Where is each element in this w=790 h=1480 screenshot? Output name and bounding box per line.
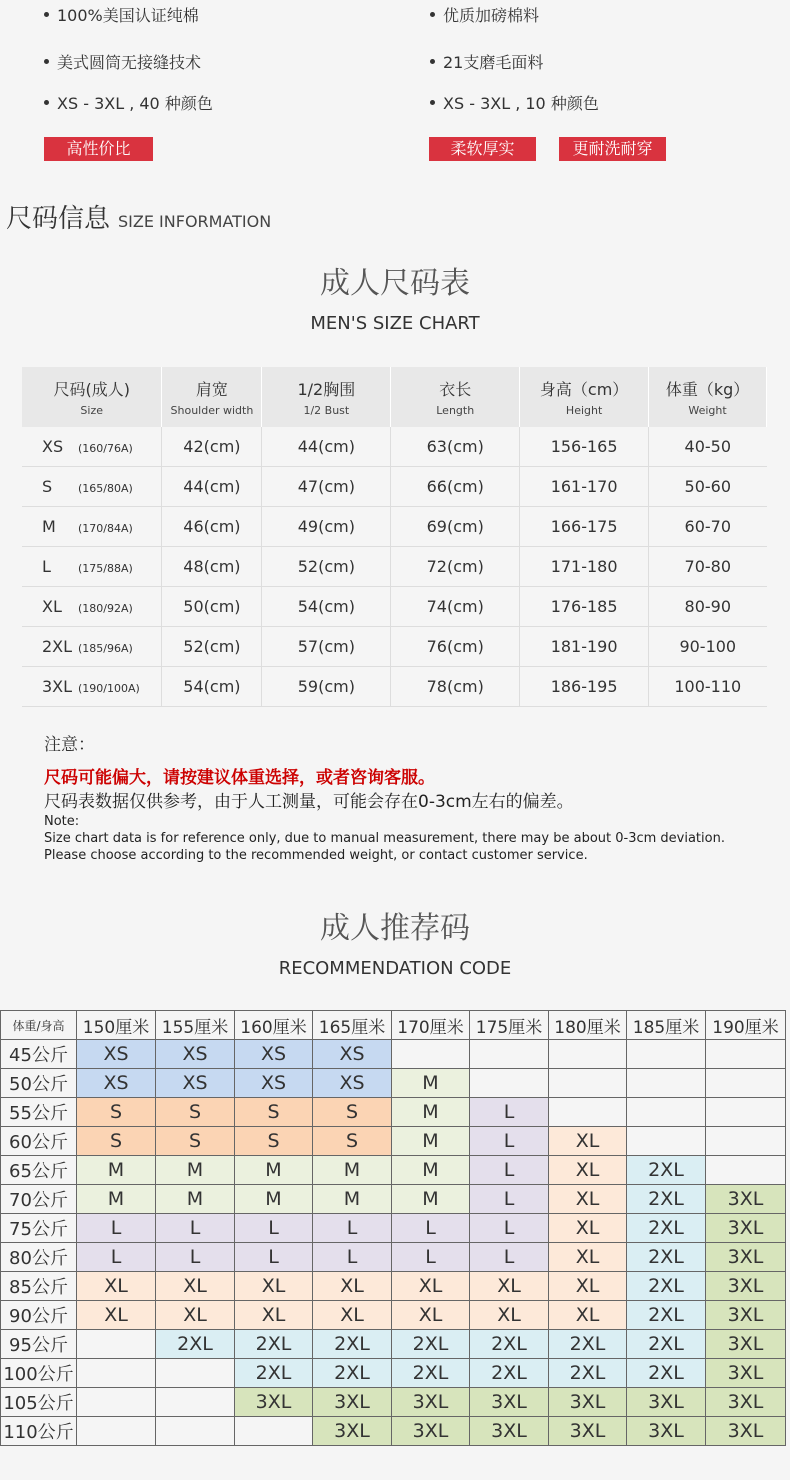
size-label: XL bbox=[42, 597, 62, 616]
recommendation-row bbox=[1, 1185, 786, 1214]
weight-label: 50公斤 bbox=[1, 1069, 77, 1098]
recommended-size-cell: 2XL bbox=[392, 1359, 470, 1388]
feature-text: 优质加磅棉料 bbox=[443, 6, 540, 25]
recommended-size-cell: 2XL bbox=[470, 1330, 549, 1359]
size-length-cell: 76(cm) bbox=[391, 627, 520, 667]
recommended-size-cell: 2XL bbox=[627, 1272, 706, 1301]
size-length-cell: 78(cm) bbox=[391, 667, 520, 707]
recommended-size-cell: XS bbox=[77, 1040, 156, 1069]
height-header: 150厘米 bbox=[77, 1011, 156, 1040]
recommended-size-cell bbox=[549, 1040, 627, 1069]
recommended-size-cell bbox=[156, 1359, 235, 1388]
recommended-size-cell: 3XL bbox=[313, 1417, 392, 1446]
note-en-block bbox=[44, 813, 725, 864]
recommended-size-cell: L bbox=[392, 1214, 470, 1243]
header-length: 衣长 Length bbox=[391, 367, 520, 427]
size-chart-title-cn: 成人尺码表 bbox=[320, 266, 470, 301]
recommended-size-cell: L bbox=[470, 1098, 549, 1127]
height-header: 155厘米 bbox=[156, 1011, 235, 1040]
size-length-cell: 72(cm) bbox=[391, 547, 520, 587]
recommended-size-cell: M bbox=[156, 1185, 235, 1214]
feature-right-1 bbox=[430, 3, 539, 26]
recommendation-row bbox=[1, 1214, 786, 1243]
size-chart-row bbox=[22, 587, 767, 627]
size-code: (180/92A) bbox=[78, 602, 133, 615]
recommended-size-cell: XL bbox=[77, 1301, 156, 1330]
recommended-size-cell: 3XL bbox=[392, 1388, 470, 1417]
height-header: 160厘米 bbox=[235, 1011, 313, 1040]
size-weight-cell: 50-60 bbox=[649, 467, 767, 507]
recommendation-row bbox=[1, 1156, 786, 1185]
size-label: L bbox=[42, 557, 51, 576]
recommended-size-cell bbox=[549, 1098, 627, 1127]
height-header: 180厘米 bbox=[549, 1011, 627, 1040]
height-header: 170厘米 bbox=[392, 1011, 470, 1040]
recommended-size-cell: L bbox=[470, 1243, 549, 1272]
recommended-size-cell: 3XL bbox=[706, 1185, 786, 1214]
recommended-size-cell: 3XL bbox=[549, 1417, 627, 1446]
recommended-size-cell: XL bbox=[549, 1214, 627, 1243]
recommendation-row bbox=[1, 1301, 786, 1330]
recommended-size-cell: XL bbox=[549, 1127, 627, 1156]
recommendation-title-en: RECOMMENDATION CODE bbox=[278, 958, 512, 979]
recommended-size-cell: XS bbox=[156, 1040, 235, 1069]
recommended-size-cell: 2XL bbox=[470, 1359, 549, 1388]
recommended-size-cell: 2XL bbox=[627, 1156, 706, 1185]
height-header: 165厘米 bbox=[313, 1011, 392, 1040]
recommended-size-cell: 2XL bbox=[627, 1185, 706, 1214]
size-height-cell: 181-190 bbox=[520, 627, 649, 667]
recommended-size-cell: M bbox=[392, 1185, 470, 1214]
recommendation-row bbox=[1, 1127, 786, 1156]
recommended-size-cell: S bbox=[156, 1127, 235, 1156]
recommended-size-cell: XS bbox=[156, 1069, 235, 1098]
recommended-size-cell bbox=[627, 1127, 706, 1156]
size-cell bbox=[22, 587, 162, 627]
recommendation-title-cn: 成人推荐码 bbox=[320, 911, 470, 946]
recommended-size-cell: S bbox=[235, 1127, 313, 1156]
note-disclaimer: 尺码表数据仅供参考，由于人工测量，可能会存在0-3cm左右的偏差。 bbox=[44, 792, 574, 812]
recommended-size-cell: 3XL bbox=[706, 1301, 786, 1330]
size-shoulder-cell: 44(cm) bbox=[162, 467, 262, 507]
feature-text: 美式圆筒无接缝技术 bbox=[57, 53, 202, 72]
size-shoulder-cell: 50(cm) bbox=[162, 587, 262, 627]
recommended-size-cell: M bbox=[392, 1156, 470, 1185]
size-bust-cell: 52(cm) bbox=[262, 547, 391, 587]
recommendation-row bbox=[1, 1243, 786, 1272]
recommended-size-cell bbox=[627, 1098, 706, 1127]
recommended-size-cell: L bbox=[470, 1127, 549, 1156]
size-bust-cell: 47(cm) bbox=[262, 467, 391, 507]
recommended-size-cell: L bbox=[313, 1214, 392, 1243]
recommended-size-cell bbox=[706, 1098, 786, 1127]
recommended-size-cell bbox=[706, 1040, 786, 1069]
recommended-size-cell bbox=[235, 1417, 313, 1446]
size-height-cell: 166-175 bbox=[520, 507, 649, 547]
recommended-size-cell: XL bbox=[235, 1301, 313, 1330]
size-shoulder-cell: 46(cm) bbox=[162, 507, 262, 547]
recommended-size-cell: M bbox=[156, 1156, 235, 1185]
recommended-size-cell: 2XL bbox=[313, 1359, 392, 1388]
feature-right-3 bbox=[430, 91, 599, 114]
weight-label: 60公斤 bbox=[1, 1127, 77, 1156]
recommended-size-cell bbox=[549, 1069, 627, 1098]
size-chart-table bbox=[22, 367, 767, 707]
size-weight-cell: 60-70 bbox=[649, 507, 767, 547]
recommended-size-cell: XL bbox=[313, 1272, 392, 1301]
size-chart-row bbox=[22, 667, 767, 707]
recommended-size-cell bbox=[156, 1388, 235, 1417]
recommended-size-cell: S bbox=[313, 1127, 392, 1156]
weight-label: 75公斤 bbox=[1, 1214, 77, 1243]
recommended-size-cell: XL bbox=[156, 1272, 235, 1301]
size-code: (175/88A) bbox=[78, 562, 133, 575]
recommended-size-cell: M bbox=[77, 1156, 156, 1185]
size-chart-header-row bbox=[22, 367, 767, 427]
recommended-size-cell bbox=[392, 1040, 470, 1069]
size-bust-cell: 44(cm) bbox=[262, 427, 391, 467]
size-weight-cell: 80-90 bbox=[649, 587, 767, 627]
weight-label: 45公斤 bbox=[1, 1040, 77, 1069]
size-bust-cell: 57(cm) bbox=[262, 627, 391, 667]
recommended-size-cell: 2XL bbox=[549, 1359, 627, 1388]
recommended-size-cell: 2XL bbox=[313, 1330, 392, 1359]
recommended-size-cell bbox=[77, 1359, 156, 1388]
recommended-size-cell: S bbox=[156, 1098, 235, 1127]
recommendation-row bbox=[1, 1069, 786, 1098]
size-length-cell: 63(cm) bbox=[391, 427, 520, 467]
recommended-size-cell: 2XL bbox=[627, 1330, 706, 1359]
corner-label: 体重/身高 bbox=[1, 1011, 77, 1040]
recommended-size-cell: XL bbox=[549, 1156, 627, 1185]
recommended-size-cell: M bbox=[77, 1185, 156, 1214]
recommended-size-cell: M bbox=[235, 1156, 313, 1185]
size-weight-cell: 40-50 bbox=[649, 427, 767, 467]
size-label: S bbox=[42, 477, 53, 496]
note-heading: 注意： bbox=[44, 735, 95, 755]
recommended-size-cell: S bbox=[77, 1098, 156, 1127]
recommended-size-cell: 3XL bbox=[706, 1330, 786, 1359]
size-length-cell: 69(cm) bbox=[391, 507, 520, 547]
weight-label: 90公斤 bbox=[1, 1301, 77, 1330]
recommended-size-cell: L bbox=[470, 1156, 549, 1185]
tag-value: 高性价比 bbox=[44, 137, 153, 161]
recommended-size-cell: 3XL bbox=[706, 1417, 786, 1446]
recommended-size-cell: XS bbox=[235, 1069, 313, 1098]
feature-text: XS - 3XL , 40 种颜色 bbox=[57, 94, 213, 113]
recommended-size-cell: 3XL bbox=[313, 1388, 392, 1417]
weight-label: 70公斤 bbox=[1, 1185, 77, 1214]
size-label: 2XL bbox=[42, 637, 73, 656]
recommendation-row bbox=[1, 1272, 786, 1301]
height-header: 175厘米 bbox=[470, 1011, 549, 1040]
recommendation-row bbox=[1, 1388, 786, 1417]
size-shoulder-cell: 52(cm) bbox=[162, 627, 262, 667]
recommended-size-cell: L bbox=[392, 1243, 470, 1272]
size-chart-row bbox=[22, 427, 767, 467]
recommended-size-cell: 2XL bbox=[627, 1214, 706, 1243]
recommended-size-cell: M bbox=[235, 1185, 313, 1214]
recommended-size-cell: 3XL bbox=[706, 1359, 786, 1388]
recommended-size-cell: XL bbox=[313, 1301, 392, 1330]
weight-label: 110公斤 bbox=[1, 1417, 77, 1446]
recommended-size-cell: 3XL bbox=[706, 1388, 786, 1417]
size-section-title-cn: 尺码信息 bbox=[6, 204, 111, 234]
recommended-size-cell: L bbox=[470, 1214, 549, 1243]
weight-label: 85公斤 bbox=[1, 1272, 77, 1301]
size-shoulder-cell: 42(cm) bbox=[162, 427, 262, 467]
size-cell bbox=[22, 667, 162, 707]
feature-left-3 bbox=[44, 91, 213, 114]
feature-text: XS - 3XL , 10 种颜色 bbox=[443, 94, 599, 113]
height-header: 190厘米 bbox=[706, 1011, 786, 1040]
recommended-size-cell: 3XL bbox=[627, 1417, 706, 1446]
height-header: 185厘米 bbox=[627, 1011, 706, 1040]
recommended-size-cell: 3XL bbox=[627, 1388, 706, 1417]
recommendation-row bbox=[1, 1098, 786, 1127]
recommendation-row bbox=[1, 1359, 786, 1388]
note-red-warning: 尺码可能偏大，请按建议体重选择，或者咨询客服。 bbox=[44, 768, 435, 788]
recommended-size-cell: L bbox=[235, 1243, 313, 1272]
recommended-size-cell: M bbox=[313, 1156, 392, 1185]
recommended-size-cell: XL bbox=[549, 1185, 627, 1214]
recommendation-header-row bbox=[1, 1011, 786, 1040]
recommended-size-cell bbox=[77, 1388, 156, 1417]
recommended-size-cell: S bbox=[313, 1098, 392, 1127]
note-en-line1: Size chart data is for reference only, due to manual measurement, there may be about 0-3cm deviation. bbox=[44, 831, 725, 846]
feature-right-2 bbox=[430, 50, 543, 73]
recommended-size-cell: L bbox=[156, 1243, 235, 1272]
recommended-size-cell bbox=[156, 1417, 235, 1446]
weight-label: 105公斤 bbox=[1, 1388, 77, 1417]
size-weight-cell: 90-100 bbox=[649, 627, 767, 667]
size-bust-cell: 59(cm) bbox=[262, 667, 391, 707]
size-shoulder-cell: 54(cm) bbox=[162, 667, 262, 707]
size-code: (165/80A) bbox=[78, 482, 133, 495]
recommended-size-cell: 2XL bbox=[627, 1243, 706, 1272]
size-bust-cell: 49(cm) bbox=[262, 507, 391, 547]
recommended-size-cell: 3XL bbox=[392, 1417, 470, 1446]
size-weight-cell: 100-110 bbox=[649, 667, 767, 707]
recommended-size-cell: XS bbox=[77, 1069, 156, 1098]
recommendation-row bbox=[1, 1330, 786, 1359]
recommended-size-cell bbox=[627, 1069, 706, 1098]
recommended-size-cell: L bbox=[77, 1214, 156, 1243]
size-height-cell: 171-180 bbox=[520, 547, 649, 587]
recommended-size-cell: XL bbox=[549, 1243, 627, 1272]
feature-text: 21支磨毛面料 bbox=[443, 53, 544, 72]
size-cell bbox=[22, 547, 162, 587]
recommended-size-cell: M bbox=[392, 1127, 470, 1156]
size-section-title-en: SIZE INFORMATION bbox=[118, 212, 272, 231]
feature-left-2 bbox=[44, 50, 201, 73]
recommendation-table bbox=[0, 1010, 786, 1446]
recommended-size-cell: 2XL bbox=[549, 1330, 627, 1359]
recommendation-row bbox=[1, 1417, 786, 1446]
recommended-size-cell: XS bbox=[313, 1040, 392, 1069]
recommended-size-cell: 3XL bbox=[706, 1243, 786, 1272]
recommended-size-cell bbox=[706, 1069, 786, 1098]
recommended-size-cell: XL bbox=[470, 1272, 549, 1301]
header-height: 身高（cm） Height bbox=[520, 367, 649, 427]
size-code: (160/76A) bbox=[78, 442, 133, 455]
recommended-size-cell: 3XL bbox=[549, 1388, 627, 1417]
recommended-size-cell: XL bbox=[77, 1272, 156, 1301]
recommended-size-cell: 2XL bbox=[235, 1359, 313, 1388]
recommended-size-cell: M bbox=[313, 1185, 392, 1214]
size-height-cell: 176-185 bbox=[520, 587, 649, 627]
recommended-size-cell: XS bbox=[235, 1040, 313, 1069]
recommended-size-cell: L bbox=[156, 1214, 235, 1243]
note-en-heading: Note: bbox=[44, 814, 80, 829]
size-cell bbox=[22, 507, 162, 547]
recommended-size-cell: 2XL bbox=[627, 1359, 706, 1388]
recommended-size-cell: 2XL bbox=[235, 1330, 313, 1359]
recommended-size-cell: 3XL bbox=[706, 1272, 786, 1301]
size-code: (170/84A) bbox=[78, 522, 133, 535]
recommended-size-cell: 3XL bbox=[706, 1214, 786, 1243]
recommended-size-cell: S bbox=[235, 1098, 313, 1127]
size-code: (185/96A) bbox=[78, 642, 133, 655]
header-weight: 体重（kg） Weight bbox=[649, 367, 767, 427]
recommended-size-cell: L bbox=[313, 1243, 392, 1272]
recommended-size-cell: XL bbox=[470, 1301, 549, 1330]
recommended-size-cell: 3XL bbox=[235, 1388, 313, 1417]
size-shoulder-cell: 48(cm) bbox=[162, 547, 262, 587]
recommended-size-cell: 3XL bbox=[470, 1417, 549, 1446]
size-chart-row bbox=[22, 627, 767, 667]
size-bust-cell: 54(cm) bbox=[262, 587, 391, 627]
feature-left-1 bbox=[44, 3, 199, 26]
size-code: (190/100A) bbox=[78, 682, 140, 695]
size-height-cell: 186-195 bbox=[520, 667, 649, 707]
recommended-size-cell: L bbox=[470, 1185, 549, 1214]
header-bust: 1/2胸围 1/2 Bust bbox=[262, 367, 391, 427]
weight-label: 65公斤 bbox=[1, 1156, 77, 1185]
recommended-size-cell: 2XL bbox=[392, 1330, 470, 1359]
recommended-size-cell: XL bbox=[549, 1272, 627, 1301]
size-length-cell: 66(cm) bbox=[391, 467, 520, 507]
size-chart-row bbox=[22, 547, 767, 587]
size-height-cell: 161-170 bbox=[520, 467, 649, 507]
header-size: 尺码(成人) Size bbox=[22, 367, 162, 427]
recommended-size-cell bbox=[77, 1417, 156, 1446]
size-cell bbox=[22, 467, 162, 507]
feature-text: 100%美国认证纯棉 bbox=[57, 6, 199, 25]
recommendation-row bbox=[1, 1040, 786, 1069]
header-shoulder: 肩宽 Shoulder width bbox=[162, 367, 262, 427]
recommended-size-cell: XL bbox=[549, 1301, 627, 1330]
size-label: M bbox=[42, 517, 56, 536]
note-en-line2: Please choose according to the recommended weight, or contact customer service. bbox=[44, 848, 588, 863]
recommended-size-cell: M bbox=[392, 1098, 470, 1127]
recommended-size-cell bbox=[470, 1069, 549, 1098]
recommended-size-cell: L bbox=[77, 1243, 156, 1272]
size-cell bbox=[22, 427, 162, 467]
recommended-size-cell: 2XL bbox=[156, 1330, 235, 1359]
weight-label: 80公斤 bbox=[1, 1243, 77, 1272]
size-height-cell: 156-165 bbox=[520, 427, 649, 467]
recommended-size-cell: 2XL bbox=[627, 1301, 706, 1330]
recommended-size-cell: L bbox=[235, 1214, 313, 1243]
recommended-size-cell: M bbox=[392, 1069, 470, 1098]
size-section-title bbox=[6, 198, 271, 235]
recommended-size-cell bbox=[706, 1156, 786, 1185]
size-label: XS bbox=[42, 437, 64, 456]
weight-label: 95公斤 bbox=[1, 1330, 77, 1359]
weight-label: 100公斤 bbox=[1, 1359, 77, 1388]
recommended-size-cell bbox=[470, 1040, 549, 1069]
tag-durable: 更耐洗耐穿 bbox=[559, 137, 666, 161]
size-length-cell: 74(cm) bbox=[391, 587, 520, 627]
recommended-size-cell bbox=[77, 1330, 156, 1359]
size-weight-cell: 70-80 bbox=[649, 547, 767, 587]
recommended-size-cell: XL bbox=[235, 1272, 313, 1301]
size-chart-title-en: MEN'S SIZE CHART bbox=[310, 313, 480, 334]
size-cell bbox=[22, 627, 162, 667]
recommended-size-cell bbox=[706, 1127, 786, 1156]
tag-soft: 柔软厚实 bbox=[429, 137, 536, 161]
size-chart-row bbox=[22, 507, 767, 547]
recommended-size-cell: S bbox=[77, 1127, 156, 1156]
weight-label: 55公斤 bbox=[1, 1098, 77, 1127]
recommended-size-cell: XL bbox=[392, 1272, 470, 1301]
recommended-size-cell bbox=[627, 1040, 706, 1069]
recommended-size-cell: XS bbox=[313, 1069, 392, 1098]
recommended-size-cell: XL bbox=[392, 1301, 470, 1330]
recommended-size-cell: 3XL bbox=[470, 1388, 549, 1417]
recommended-size-cell: XL bbox=[156, 1301, 235, 1330]
size-label: 3XL bbox=[42, 677, 73, 696]
size-chart-row bbox=[22, 467, 767, 507]
